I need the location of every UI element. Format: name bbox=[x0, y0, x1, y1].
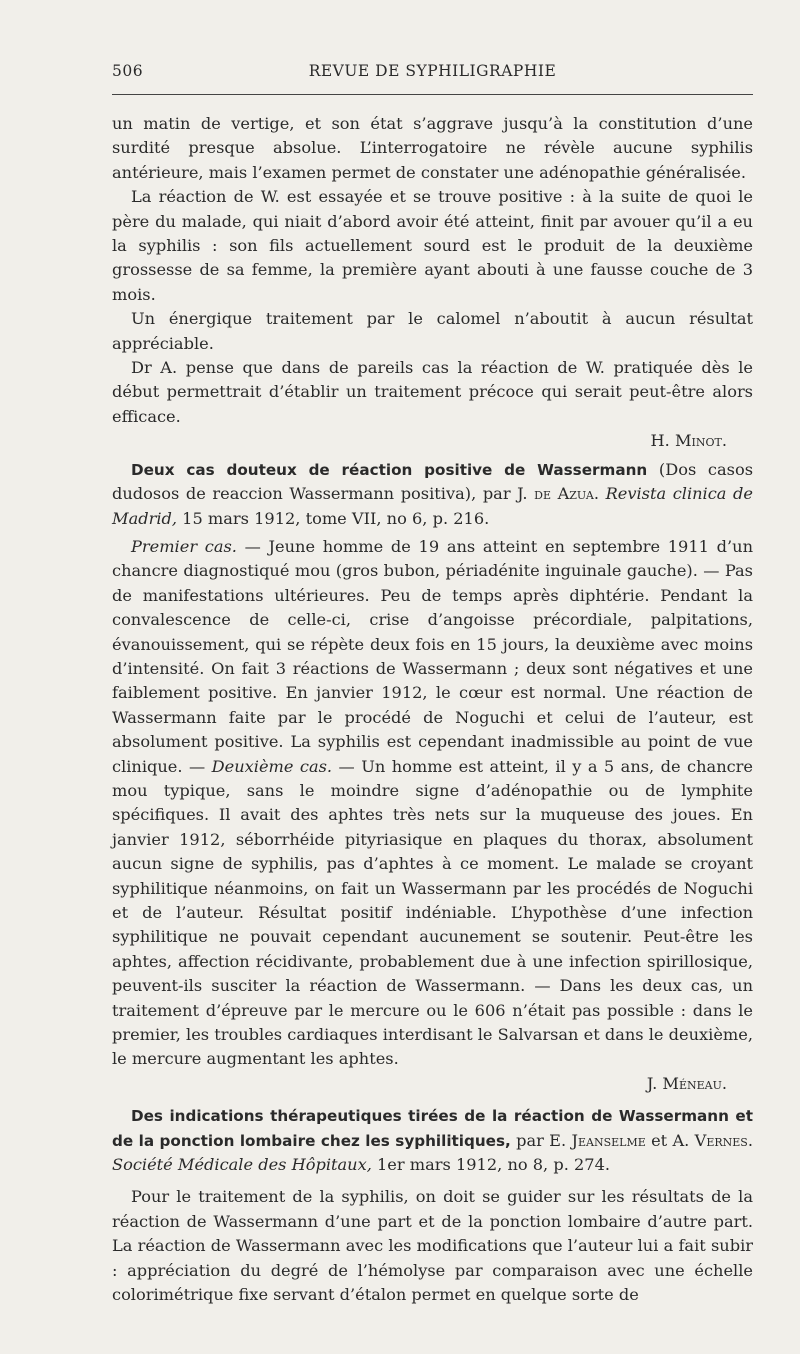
citation: (Dos casos dudosos de reaccion Wassermann positiva), par J. bbox=[112, 459, 754, 504]
journal-name: Société Médicale des Hôpitaux, bbox=[112, 1155, 372, 1175]
page-number: 506 bbox=[112, 62, 144, 80]
author-signature: J. Méneau. bbox=[646, 1073, 727, 1093]
article-title: Des indications thérapeutiques tirées de la réaction de Wassermann et de la ponction lombaire chez les syphilitiques, bbox=[112, 1107, 753, 1150]
paragraph: Dr A. pense que dans de pareils cas la réaction de W. pratiquée dès le début permettrait d’établir un traitement précoce qui serait peut-être alors efficace. bbox=[112, 358, 753, 426]
case-text: — Jeune homme de 19 ans atteint en septembre 1911 d’un chancre diagnostiqué mou (gros bubon, périadénite inguinale gauche). — Pas de manifestations ultérieures. Peu de temps après diphtérie. Pendant la convalescence de celle-ci, crise d’angoisse précordiale, palpitations, évanouissement, qui se répète deux fois en 15 jours, la deuxième avec moins d’intensité. On fait 3 réactions de Wassermann ; deux sont négatives et une faiblement positive. En janvier 1912, le cœur est normal. Une réaction de Wassermann faite par le procédé de Noguchi et celui de l’auteur, est absolument positive. La syphilis est cependant inadmissible au point de vue clinique. — bbox=[112, 536, 754, 776]
article-header: Deux cas douteux de réaction positive de Wassermann (Dos casos dudosos de reaccion Wassermann positiva), par J. de Azua. Revista clinica de Madrid, 15 mars 1912, tome VII, no 6, p. 216. bbox=[112, 459, 754, 528]
page-body bbox=[112, 112, 753, 1308]
case-label: Deuxième cas. bbox=[211, 756, 333, 776]
paragraph: Un énergique traitement par le calomel n’aboutit à aucun résultat appréciable. bbox=[112, 309, 753, 353]
signature-line bbox=[112, 1072, 753, 1096]
paragraph: un matin de vertige, et son état s’aggrave jusqu’à la constitution d’une surdité presque absolue. L’interrogatoire ne révèle aucune syphilis antérieure, mais l’examen permet de constater une adénopathie généralisée. bbox=[112, 114, 753, 182]
article-title: Deux cas douteux de réaction positive de Wassermann bbox=[131, 460, 648, 479]
journal-name: Revista clinica de Madrid, bbox=[112, 484, 753, 528]
signature-line bbox=[112, 429, 753, 453]
author-name: Vernes bbox=[694, 1130, 748, 1150]
citation-details: 15 mars 1912, tome VII, no 6, p. 216. bbox=[177, 508, 490, 528]
paragraph: Pour le traitement de la syphilis, on doit se guider sur les résultats de la réaction de Wassermann d’une part et de la ponction lombaire d’autre part. La réaction de Wassermann avec les modifications que l’auteur lui a fait subir : appréciation du degré de l’hémolyse par comparaison avec une échelle colorimétrique fixe servant d’étalon permet en quelque sorte de bbox=[112, 1187, 753, 1305]
journal-title: REVUE DE SYPHILIGRAPHIE bbox=[308, 62, 557, 80]
author-signature: H. Minot. bbox=[650, 431, 727, 451]
article-header: Des indications thérapeutiques tirées de la réaction de Wassermann et de la ponction lombaire chez les syphilitiques, par E. Jeanselme et A. Vernes. Société Médicale des Hôpitaux, 1er mars 1912, no 8, p. 274. bbox=[112, 1107, 753, 1175]
header-rule bbox=[112, 94, 753, 95]
case-text: — Un homme est atteint, il y a 5 ans, de chancre mou typique, sans le moindre signe d’adénopathie ou de lymphite spécifiques. Il avait des aphtes très nets sur la muqueuse des joues. En janvier 1912, séborrhéide pityriasique en plaques du thorax, absolument aucun signe de syphilis, pas d’aphtes à ce moment. Le malade se croyant syphilitique néanmoins, on fait un Wassermann par les procédés de Noguchi et de l’auteur. Résultat positif indéniable. L’hypothèse d’une infection syphilitique ne pouvait cependant aucunement se soutenir. Peut-être les aphtes, affection récidivante, probablement due à une infection spirillosique, peuvent-ils susciter la réaction de Wassermann. — Dans les deux cas, un traitement d’épreuve par le mercure ou le 606 n’était pas possible : dans le premier, les troubles cardiaques interdisant le Salvarsan et dans le deuxième, le mercure augmentant les aphtes. bbox=[112, 756, 754, 1069]
citation-details: 1er mars 1912, no 8, p. 274. bbox=[371, 1155, 611, 1175]
case-label: Premier cas. bbox=[131, 536, 237, 556]
paragraph: La réaction de W. est essayée et se trouve positive : à la suite de quoi le père du malade, qui niait d’abord avoir été atteint, finit par avouer qu’il a eu la syphilis : son fils actuellement sourd est le produit de la deuxième grossesse de sa femme, la première ayant abouti à une fausse couche de 3 mois. bbox=[112, 187, 753, 304]
case-paragraph bbox=[112, 535, 753, 1072]
running-header bbox=[112, 62, 753, 84]
author-name: de Azua bbox=[534, 484, 594, 504]
author-name: Jeanselme bbox=[571, 1130, 646, 1150]
